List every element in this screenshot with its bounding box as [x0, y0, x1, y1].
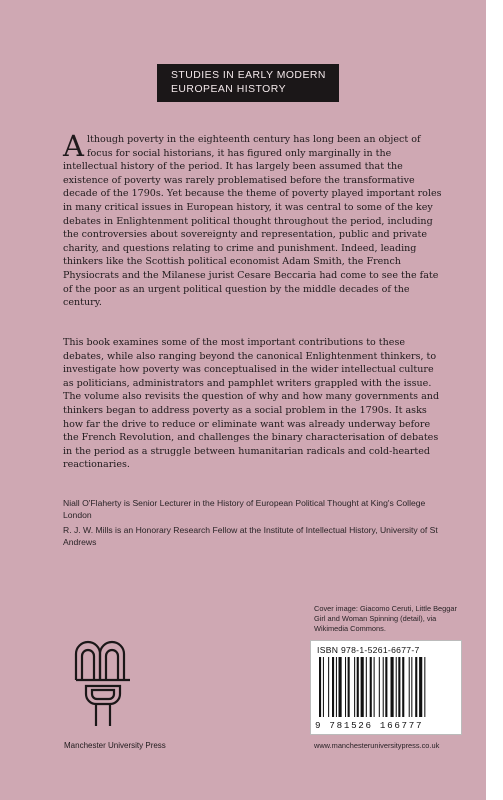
- series-label: [157, 64, 339, 102]
- blurb-paragraph-2-text: This book examines some of the most important contributions to these debates, while also ranging beyond the canonical Enlightenment thinkers, to investigate how poverty was conceptualised in the wider intellectual culture as politicians, administrators and pamphlet writers grappled with the issue. The volume also revisits the question of why and how many governments and thinkers began to address poverty as a social problem in the 1790s. It asks how far the drive to reduce or eliminate want was already underway before the French Revolution, and challenges the binary characterisation of debates in the period as a struggle between humanitarian radicals and cold-hearted reactionaries.: [63, 337, 440, 471]
- barcode-icon: [317, 657, 457, 719]
- blurb-paragraph-1-text: lthough poverty in the eighteenth century has long been an object of focus for social historians, it has figured only marginally in the intellectual history of the period. It has largely been assumed that the existence of poverty was rarely problematised before the transformative decade of the 1790s. Yet because the theme of poverty played important roles in many critical issues in European history, it was central to some of the key debates in Enlightenment political thought throughout the period, including the controversies about sovereignty and representation, public and private charity, and questions relating to crime and punishment. Indeed, leading thinkers like the Scottish political economist Adam Smith, the French Physiocrats and the Milanese jurist Cesare Beccaria had come to see the fate of the poor as an urgent political question by the middle decades of the century.: [63, 134, 442, 309]
- series-line-1: STUDIES IN EARLY MODERN: [171, 70, 326, 81]
- blurb-paragraph-2: [63, 336, 445, 472]
- publisher-name: Manchester University Press: [64, 741, 166, 750]
- series-line-2: EUROPEAN HISTORY: [171, 84, 287, 95]
- barcode-digits: 9 781526 166777: [315, 720, 424, 731]
- isbn-label: ISBN 978-1-5261-6677-7: [317, 645, 420, 655]
- publisher-logo-icon: [72, 636, 134, 732]
- drop-cap: A: [63, 129, 84, 163]
- blurb-paragraph-1: [63, 129, 445, 310]
- barcode-panel: [310, 640, 462, 735]
- cover-image-credit: Cover image: Giacomo Ceruti, Little Beggar Girl and Woman Spinning (detail), via Wikimedia Commons.: [314, 604, 457, 633]
- page-edge: [486, 0, 503, 800]
- author-bio-1: Niall O'Flaherty is Senior Lecturer in the History of European Political Thought at King's College London: [63, 498, 426, 520]
- author-bio-2: R. J. W. Mills is an Honorary Research Fellow at the Institute of Intellectual History, University of St Andrews: [63, 525, 438, 547]
- publisher-website: www.manchesteruniversitypress.co.uk: [314, 741, 440, 750]
